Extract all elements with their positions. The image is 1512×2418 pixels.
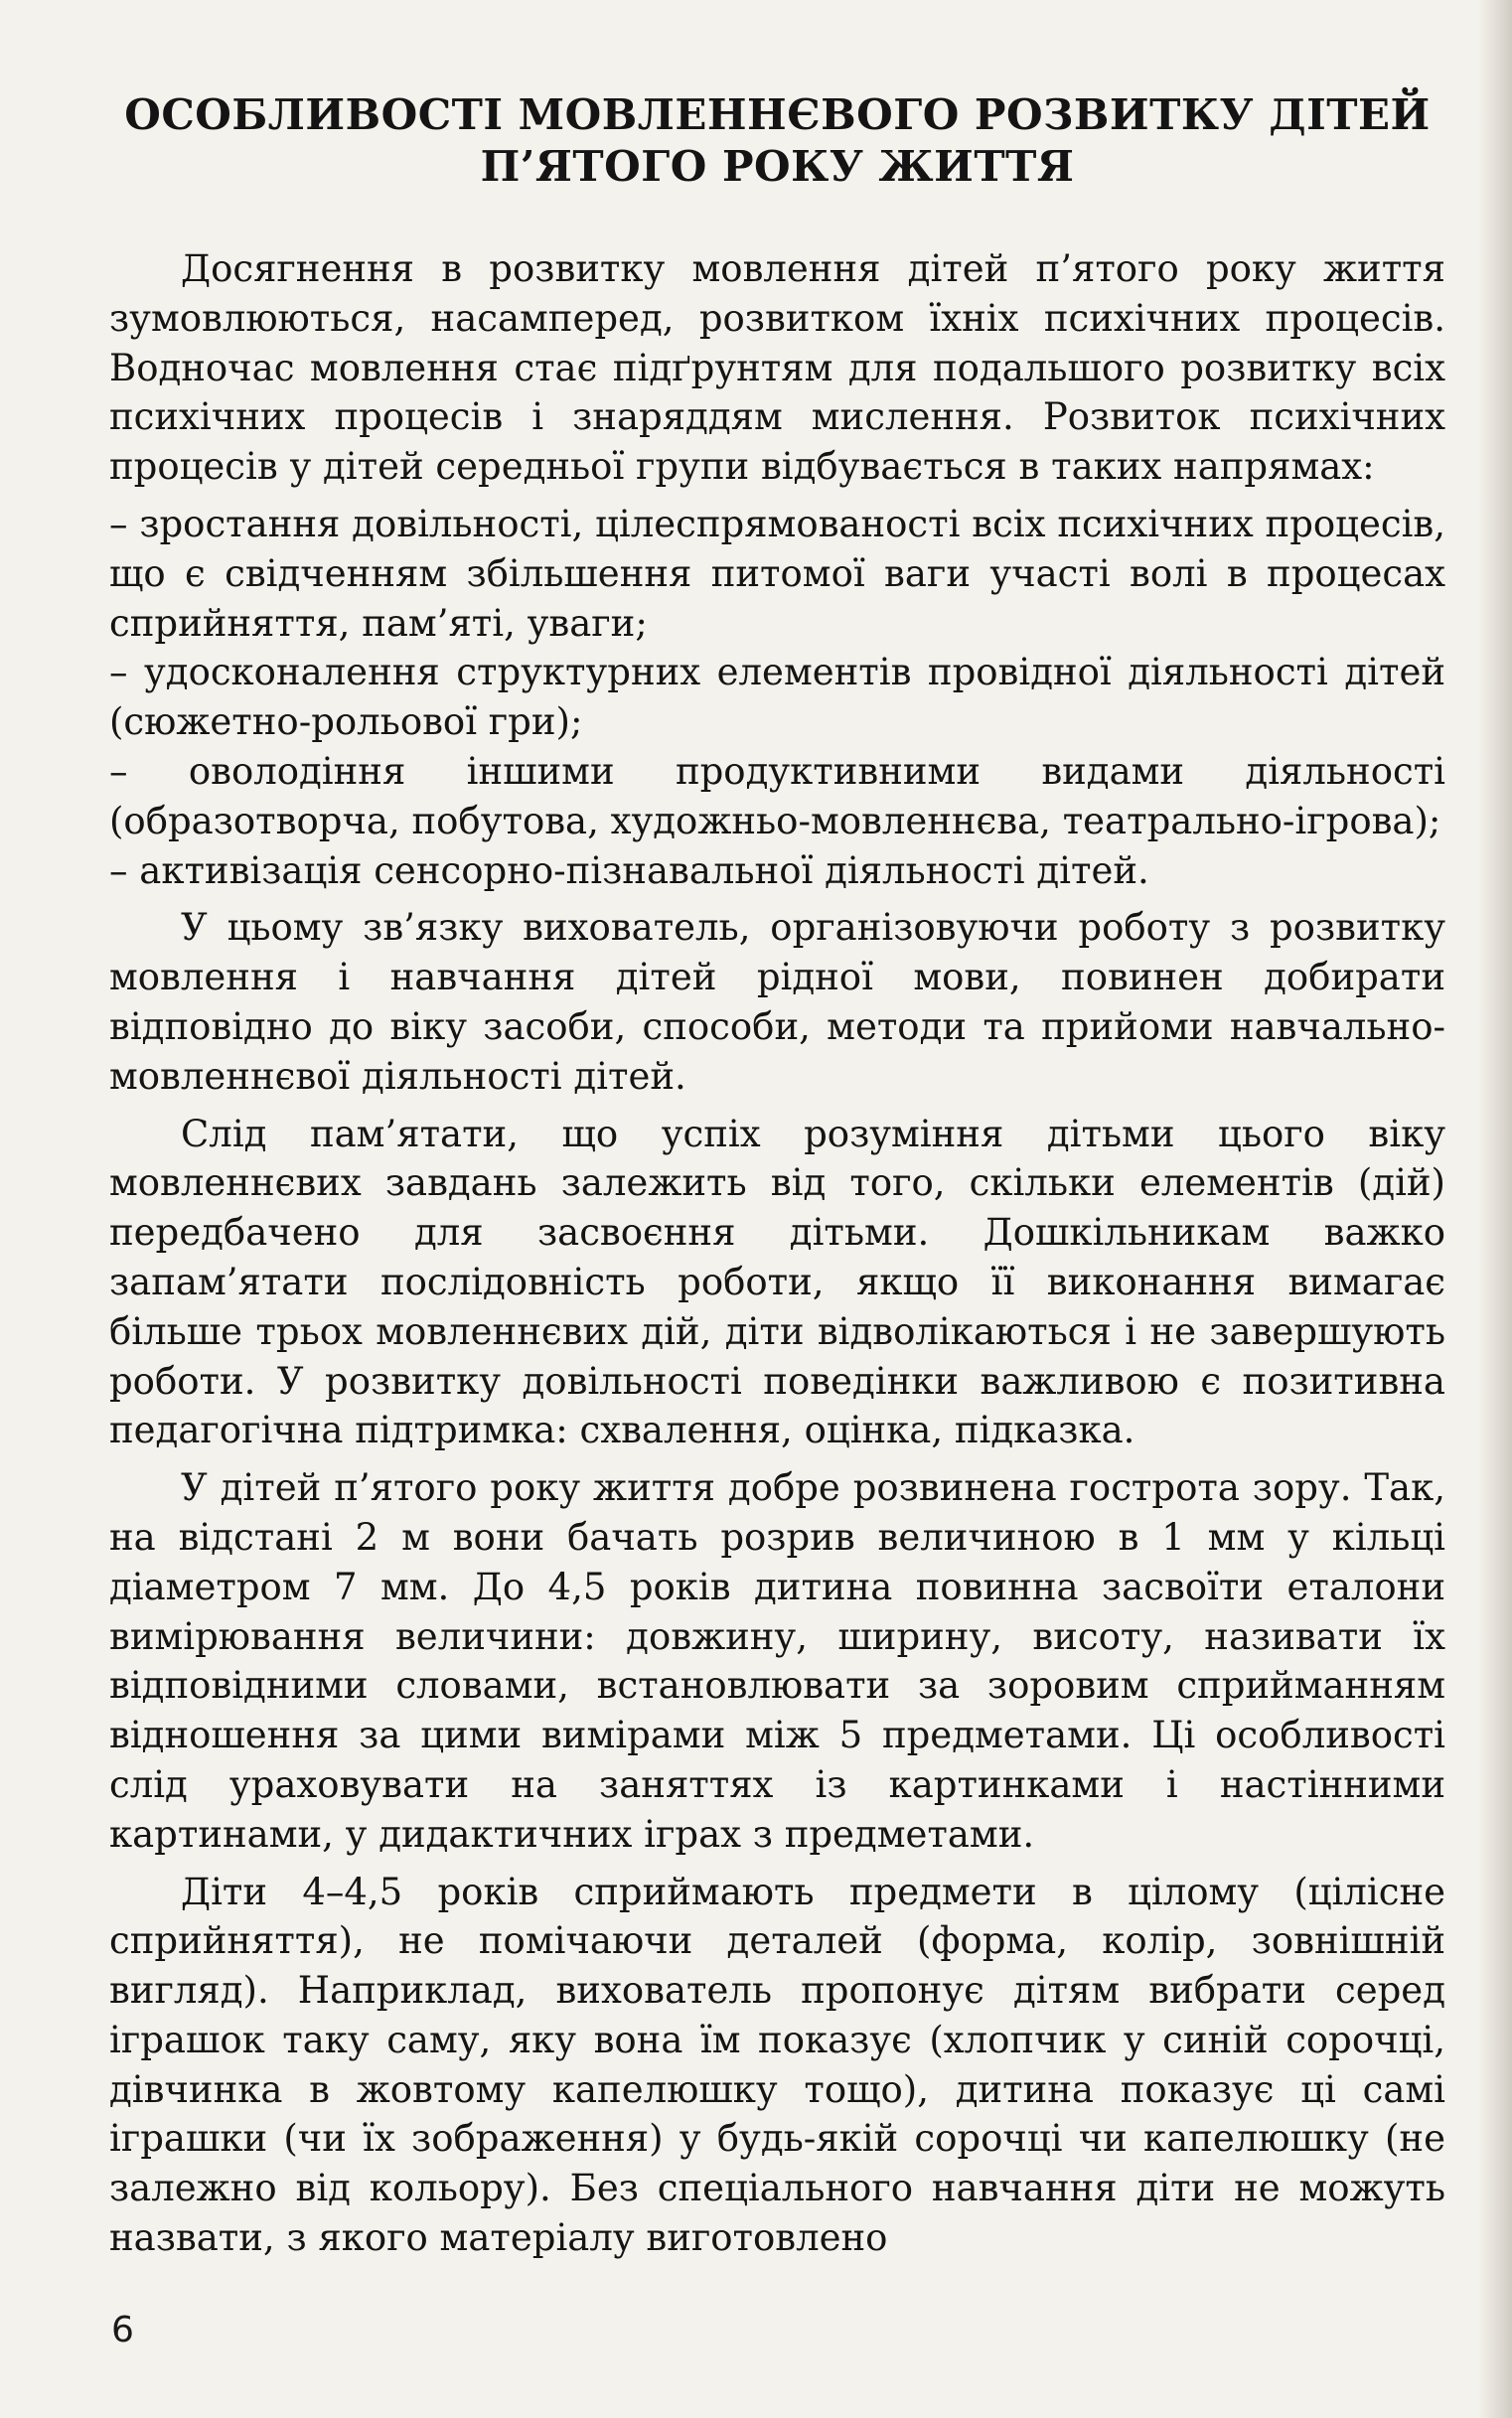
paragraph-5: Діти 4–4,5 років сприймають предмети в цілому (цілісне сприйняття), не помічаючи деталей (форма, колір, зовнішній вигляд). Наприклад, вихователь пропонує дітям вибрати серед іграшок таку саму, яку вона їм показує (хлопчик у синій сорочці, дівчинка в жовтому капелюшку тощо), дитина показує ці самі іграшки (чи їх зображення) у будь-якій сорочці чи капелюшку (не залежно від кольору). Без спеціального навчання діти не можуть назвати, з якого матеріалу виготовлено xyxy=(109,1870,1445,2260)
page-edge-shadow xyxy=(1478,0,1512,2418)
document-page xyxy=(109,89,1445,2271)
list-item-4: – активізація сенсорно-пізнавальної діяльності дітей. xyxy=(109,848,1149,892)
section-title-line-2: П’ЯТОГО РОКУ ЖИТТЯ xyxy=(480,142,1075,191)
section-title-line-1: ОСОБЛИВОСТІ МОВЛЕННЄВОГО РОЗВИТКУ ДІТЕЙ xyxy=(124,90,1431,139)
list-item-1: – зростання довільності, цілеспрямованості всіх психічних процесів, що є свідченням збільшення питомої ваги участі волі в процесах сприйняття, пам’яті, уваги; xyxy=(109,502,1445,645)
paragraph-1: Досягнення в розвитку мовлення дітей п’ятого року життя зумовлюються, насамперед, розвитком їхніх психічних процесів. Водночас мовлення стає підґрунтям для подальшого розвитку всіх психічних процесів і знаряддям мислення. Розвиток психічних процесів у дітей середньої групи відбувається в таких напрямах: xyxy=(109,247,1445,489)
list-item-3: – оволодіння іншими продуктивними видами діяльності (образотворча, побутова, художньо-мовленнєва, театрально-ігрова); xyxy=(109,749,1445,842)
paragraph-2: У цьому зв’язку вихователь, організовуючи роботу з розвитку мовлення і навчання дітей рідної мови, повинен добирати відповідно до віку засоби, способи, методи та прийоми навчально-мовленнєвої діяльності дітей. xyxy=(109,906,1445,1098)
paragraph-4: У дітей п’ятого року життя добре розвинена гострота зору. Так, на відстані 2 м вони бачать розрив величиною в 1 мм у кільці діаметром 7 мм. До 4,5 років дитина повинна засвоїти еталони вимірювання величини: довжину, ширину, висоту, називати їх відповідними словами, встановлювати за зоровим сприйманням відношення за цими вимірами між 5 предметами. Ці особливості слід ураховувати на заняттях із картинками і настінними картинами, у дидактичних іграх з предметами. xyxy=(109,1466,1445,1856)
page-number: 6 xyxy=(111,2310,134,2350)
paragraph-3: Слід пам’ятати, що успіх розуміння дітьми цього віку мовленнєвих завдань залежить від того, скільки елементів (дій) передбачено для засвоєння дітьми. Дошкільникам важко запам’ятати послідовність роботи, якщо її виконання вимагає більше трьох мовленнєвих дій, діти відволікаються і не завершують роботи. У розвитку довільності поведінки важливою є позитивна педагогічна підтримка: схвалення, оцінка, підказка. xyxy=(109,1112,1445,1452)
body-text xyxy=(109,244,1445,2263)
list-item-2: – удосконалення структурних елементів провідної діяльності дітей (сюжетно-рольової гри); xyxy=(109,651,1445,744)
section-title xyxy=(109,89,1445,193)
